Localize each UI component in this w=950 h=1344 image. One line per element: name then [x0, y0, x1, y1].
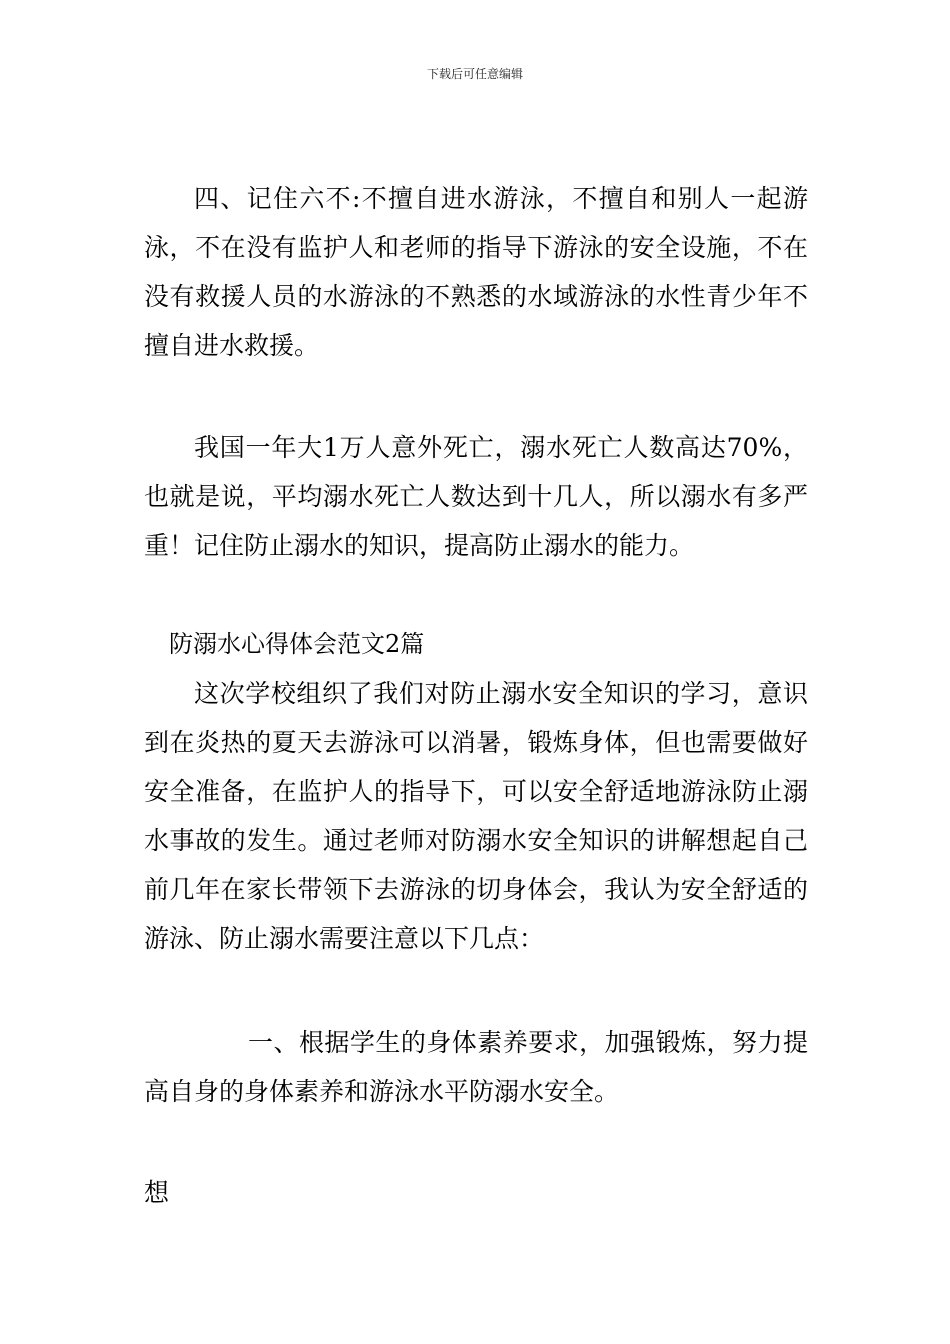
paragraph-continuation: 想: [144, 1178, 170, 1207]
paragraph-six-rules: 四、记住六不:不擅自进水游泳，不擅自和别人一起游泳，不在没有监护人和老师的指导下游泳的安全设施，不在没有救援人员的水游泳的不熟悉的水域游泳的水性青少年不擅自进水救援。: [144, 184, 808, 360]
paragraph-point-one: 一、根据学生的身体素养要求，加强锻炼，努力提高自身的身体素养和游泳水平防溺水安全。: [144, 1028, 808, 1106]
paragraph-drowning-statistics: 我国一年大1万人意外死亡，溺水死亡人数高达70%，也就是说，平均溺水死亡人数达到十几人，所以溺水有多严重！记住防止溺水的知识，提高防止溺水的能力。: [144, 433, 808, 560]
section-title: 防溺水心得体会范文2篇: [169, 630, 425, 658]
paragraph-school-study: 这次学校组织了我们对防止溺水安全知识的学习，意识到在炎热的夏天去游泳可以消暑，锻炼身体，但也需要做好安全准备，在监护人的指导下，可以安全舒适地游泳防止溺水事故的发生。通过老师对防溺水安全知识的讲解想起自己前几年在家长带领下去游泳的切身体会，我认为安全舒适的游泳、防止溺水需要注意以下几点：: [144, 679, 808, 953]
page-header-note: 下载后可任意编辑: [426, 67, 523, 81]
